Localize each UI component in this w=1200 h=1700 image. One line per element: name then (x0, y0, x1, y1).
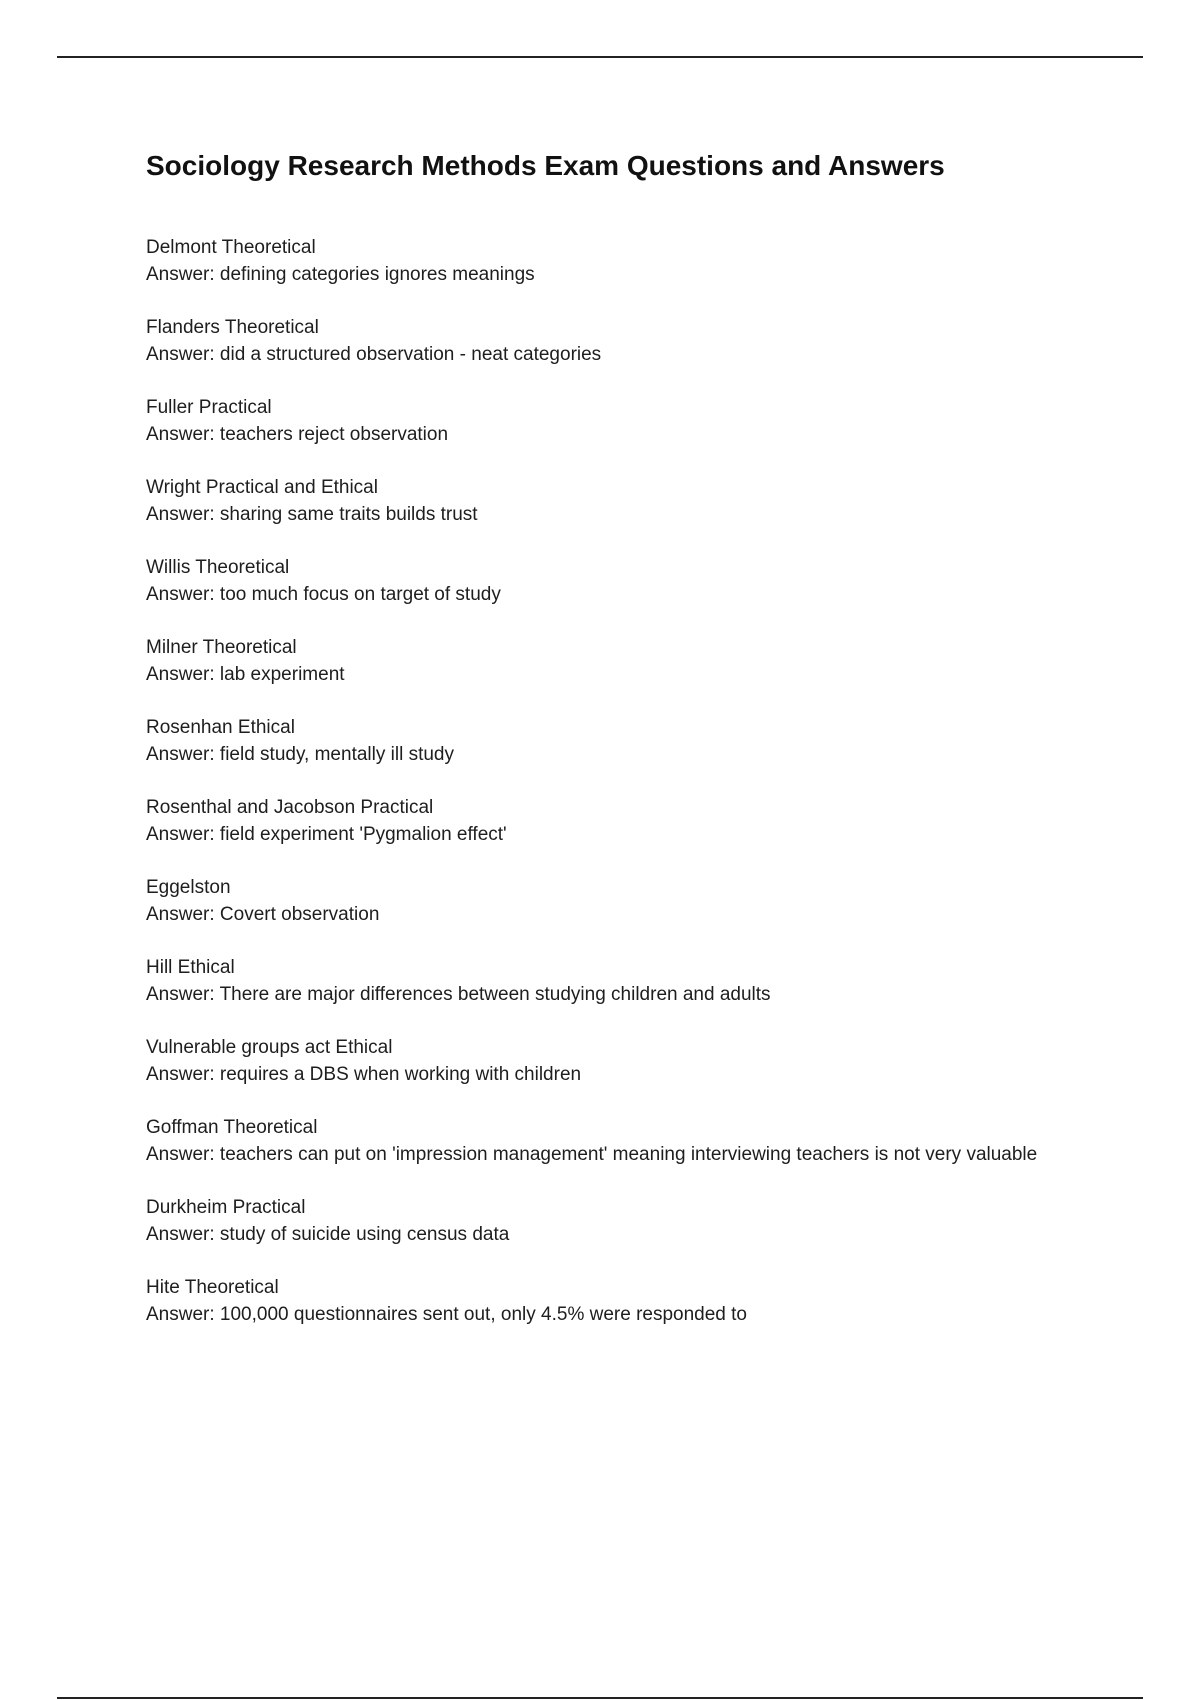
qa-item (146, 794, 1046, 848)
qa-item (146, 234, 1046, 288)
document-body (146, 146, 1046, 1354)
qa-answer: Answer: too much focus on target of study (146, 584, 501, 605)
qa-answer: Answer: did a structured observation - neat categories (146, 344, 602, 365)
qa-item (146, 874, 1046, 928)
qa-term: Fuller Practical (146, 397, 272, 418)
qa-answer: Answer: Covert observation (146, 904, 380, 925)
qa-term: Flanders Theoretical (146, 317, 319, 338)
qa-term: Hill Ethical (146, 957, 235, 978)
qa-term: Willis Theoretical (146, 557, 290, 578)
qa-item (146, 1034, 1046, 1088)
qa-term: Goffman Theoretical (146, 1117, 318, 1138)
qa-term: Durkheim Practical (146, 1197, 306, 1218)
qa-answer: Answer: defining categories ignores meanings (146, 264, 535, 285)
qa-item (146, 714, 1046, 768)
qa-answer: Answer: study of suicide using census data (146, 1224, 510, 1245)
qa-item (146, 1274, 1046, 1328)
qa-answer: Answer: field study, mentally ill study (146, 744, 454, 765)
qa-answer: Answer: teachers reject observation (146, 424, 449, 445)
qa-term: Hite Theoretical (146, 1277, 279, 1298)
qa-term: Vulnerable groups act Ethical (146, 1037, 393, 1058)
qa-answer: Answer: teachers can put on 'impression management' meaning interviewing teachers is not very valuable (146, 1144, 1038, 1165)
qa-answer: Answer: requires a DBS when working with children (146, 1064, 582, 1085)
qa-item (146, 954, 1046, 1008)
qa-item (146, 314, 1046, 368)
qa-answer: Answer: field experiment 'Pygmalion effect' (146, 824, 507, 845)
qa-answer: Answer: 100,000 questionnaires sent out, only 4.5% were responded to (146, 1304, 747, 1325)
qa-item (146, 394, 1046, 448)
qa-item (146, 474, 1046, 528)
qa-item (146, 554, 1046, 608)
qa-item (146, 1194, 1046, 1248)
qa-item (146, 1114, 1046, 1168)
qa-answer: Answer: There are major differences between studying children and adults (146, 984, 771, 1005)
qa-term: Delmont Theoretical (146, 237, 316, 258)
qa-term: Wright Practical and Ethical (146, 477, 378, 498)
top-rule (57, 56, 1143, 58)
qa-term: Rosenthal and Jacobson Practical (146, 797, 434, 818)
qa-answer: Answer: sharing same traits builds trust (146, 504, 478, 525)
bottom-rule (57, 1697, 1143, 1699)
qa-list (146, 234, 1046, 1328)
qa-term: Milner Theoretical (146, 637, 297, 658)
qa-term: Eggelston (146, 877, 231, 898)
document-title: Sociology Research Methods Exam Questions and Answers (146, 150, 945, 181)
qa-item (146, 634, 1046, 688)
qa-term: Rosenhan Ethical (146, 717, 295, 738)
qa-answer: Answer: lab experiment (146, 664, 345, 685)
